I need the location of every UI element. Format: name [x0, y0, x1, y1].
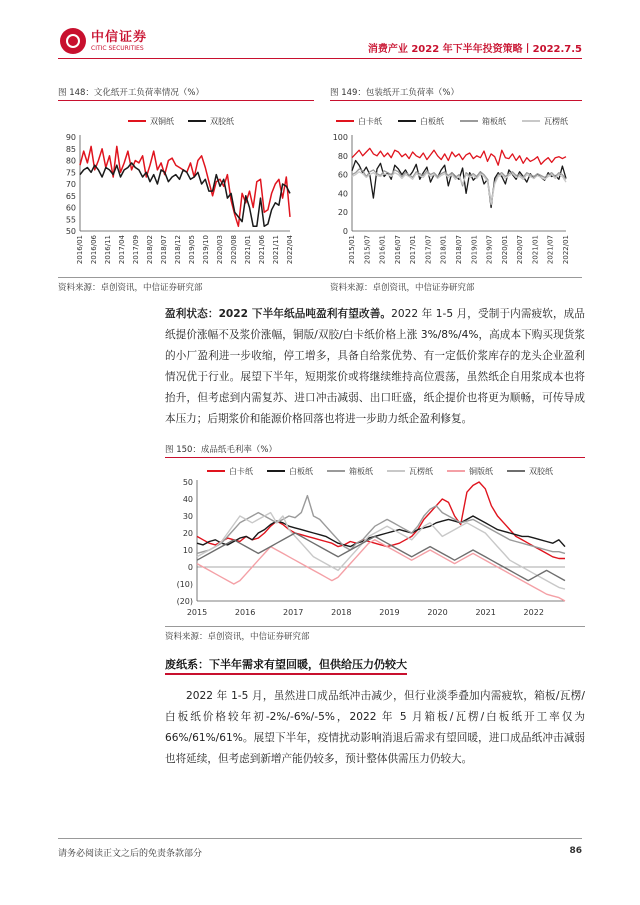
x-tick-label: 2019/05: [188, 235, 196, 265]
fig150-title: 图 150：成品纸毛利率（%）: [165, 445, 278, 455]
x-tick-label: 2018/07: [455, 235, 463, 265]
fig148-source-rule: [58, 277, 582, 278]
company-logo: [60, 28, 147, 54]
page-number: 86: [569, 846, 582, 856]
section-heading-underline: [165, 673, 407, 675]
y-tick-label: 40: [182, 495, 193, 504]
series-line-0: [352, 148, 566, 165]
x-tick-label: 2016/01: [378, 235, 387, 265]
fig148-source: 资料来源：卓创资讯，中信证券研究部: [58, 283, 203, 293]
series-line-1: [80, 163, 290, 226]
x-tick-label: 2021/06: [258, 235, 266, 265]
fig149-rule: [330, 100, 582, 101]
legend-label-2: 箱板纸: [482, 117, 506, 126]
series-line-0: [197, 482, 565, 559]
legend-label-3: 瓦楞纸: [409, 467, 433, 476]
x-tick-label: 2017/07: [424, 235, 433, 265]
profitability-text: 2022 年 1-5 月，受制于内需疲软，成品纸提价涨幅不及浆价涨幅，铜版/双胶/白卡纸价格上涨 3%/8%/4%，高成本下购买现货浆的小厂盈利进一步收缩，停工增多，具备自给浆优势、有一定低价浆库存的龙头企业盈利情况优于行业。展望下半年，短期浆价或将继续维持高位震荡，虽然纸企自用浆成本也将抬升，但考虑到内需复苏、进口冲击减弱、出口旺盛，纸企提价也将更为顺畅，可传导成本压力；后期浆价和能源价格回落也将进一步助力纸企盈利修复。: [165, 308, 585, 425]
y-tick-label: 40: [337, 189, 348, 199]
fig149-source: 资料来源：卓创资讯，中信证券研究部: [330, 283, 475, 293]
fig150-source: 资料来源：卓创资讯，中信证券研究部: [165, 632, 310, 642]
x-tick-label: 2019/10: [202, 235, 210, 265]
fig149-chart: [330, 103, 582, 275]
x-tick-label: 2016: [234, 608, 256, 617]
x-tick-label: 2022: [523, 608, 544, 617]
y-tick-label: (10): [176, 580, 193, 589]
x-tick-label: 2020/03: [216, 235, 224, 265]
series-line-3: [197, 513, 565, 590]
fig148-chart: [58, 103, 314, 275]
y-tick-label: 0: [342, 227, 348, 236]
x-tick-label: 2021/11: [272, 235, 280, 265]
x-tick-label: 2022/04: [286, 235, 294, 265]
x-tick-label: 2020/07: [516, 235, 525, 265]
legend-label-1: 双胶纸: [210, 117, 234, 126]
series-line-1: [352, 161, 566, 208]
citic-logo-icon: [60, 28, 86, 54]
y-tick-label: 60: [337, 170, 348, 180]
legend-label-4: 铜版纸: [469, 467, 493, 476]
y-tick-label: 100: [332, 133, 348, 142]
fig148-title: 图 148：文化纸开工负荷率情况（%）: [58, 88, 205, 98]
y-tick-label: 80: [65, 156, 76, 166]
y-tick-label: (20): [176, 597, 193, 606]
x-tick-label: 2022/01: [562, 235, 570, 265]
x-tick-label: 2017: [283, 608, 304, 617]
series-line-1: [197, 516, 565, 547]
x-tick-label: 2020/01: [500, 235, 509, 265]
profitability-paragraph: [165, 304, 585, 430]
x-tick-label: 2016/01: [76, 235, 84, 265]
y-tick-label: 60: [65, 203, 76, 213]
y-tick-label: 0: [187, 563, 193, 572]
x-tick-label: 2017/09: [132, 235, 140, 265]
legend-label-0: 白卡纸: [229, 467, 253, 476]
x-tick-label: 2017/04: [118, 235, 126, 265]
x-tick-label: 2016/11: [104, 235, 112, 265]
x-tick-label: 2019/01: [470, 235, 479, 265]
header-divider: [58, 58, 582, 59]
x-tick-label: 2018/07: [160, 235, 168, 265]
wastepaper-section-heading: [165, 656, 407, 672]
y-tick-label: 80: [337, 151, 348, 161]
x-tick-label: 2019: [379, 608, 400, 617]
x-tick-label: 2015/07: [363, 235, 372, 265]
legend-label-2: 箱板纸: [349, 467, 373, 476]
legend-label-5: 双胶纸: [529, 467, 553, 476]
fig150-chart: [165, 460, 585, 622]
logo-english-name: CITIC SECURITIES: [91, 44, 144, 52]
x-tick-label: 2018: [331, 608, 352, 617]
y-tick-label: 70: [65, 180, 76, 189]
y-tick-label: 20: [337, 208, 348, 218]
legend-label-1: 白板纸: [289, 467, 313, 476]
x-tick-label: 2015/01: [348, 235, 356, 265]
x-tick-label: 2021: [475, 608, 496, 617]
report-title: 消费产业 2022 年下半年投资策略丨2022.7.5: [367, 44, 582, 55]
legend-label-0: 白卡纸: [358, 117, 382, 126]
x-tick-label: 2018/01: [439, 235, 448, 265]
legend-label-3: 瓦楞纸: [544, 117, 568, 126]
footer-divider: [58, 838, 582, 839]
x-tick-label: 2018/12: [174, 235, 182, 265]
legend-label-1: 白板纸: [420, 117, 444, 126]
x-tick-label: 2021/01: [531, 235, 540, 265]
footer-disclaimer: 请务必阅读正文之后的免责条款部分: [58, 849, 203, 859]
x-tick-label: 2016/07: [393, 235, 402, 265]
legend-label-0: 双铜纸: [150, 117, 174, 126]
fig149-title: 图 149：包装纸开工负荷率（%）: [330, 88, 460, 98]
x-tick-label: 2018/02: [146, 235, 154, 265]
y-tick-label: 65: [65, 191, 76, 201]
x-tick-label: 2021/01: [244, 235, 252, 265]
section-heading-text: 废纸系：下半年需求有望回暖，但供给压力仍较大: [165, 658, 407, 671]
x-tick-label: 2019/07: [485, 235, 494, 265]
fig150-rule: [165, 457, 585, 458]
fig150-source-rule: [165, 626, 585, 627]
x-tick-label: 2015: [186, 608, 208, 617]
logo-chinese-name: 中信证券: [91, 29, 148, 45]
y-tick-label: 50: [65, 227, 76, 236]
x-tick-label: 2020/08: [230, 235, 238, 265]
x-tick-label: 2016/06: [90, 235, 98, 265]
y-tick-label: 30: [182, 512, 193, 521]
y-tick-label: 10: [182, 546, 193, 555]
x-tick-label: 2020: [427, 608, 448, 617]
y-tick-label: 85: [65, 144, 76, 154]
x-tick-label: 2017/01: [409, 235, 418, 265]
y-tick-label: 75: [65, 168, 76, 178]
profitability-lead: 盈利状态：2022 下半年纸品吨盈利有望改善。: [165, 308, 392, 320]
y-tick-label: 20: [182, 529, 193, 538]
y-tick-label: 50: [182, 478, 193, 487]
wastepaper-paragraph: 2022 年 1-5 月，虽然进口成品纸冲击减少，但行业淡季叠加内需疲软，箱板/瓦楞/白板纸价格较年初-2%/-6%/-5%，2022 年 5 月箱板/瓦楞/白板纸开工率仅为 66%/61%/61%。展望下半年，疫情扰动影响消退后需求有望回暖，进口成品纸冲击减弱也将延续，但考虑到新增产能仍较多，预计整体供需压力仍较大。: [165, 690, 585, 765]
fig148-rule: [58, 100, 314, 101]
y-tick-label: 55: [65, 215, 76, 225]
y-tick-label: 90: [65, 133, 76, 142]
x-tick-label: 2021/07: [546, 235, 555, 265]
